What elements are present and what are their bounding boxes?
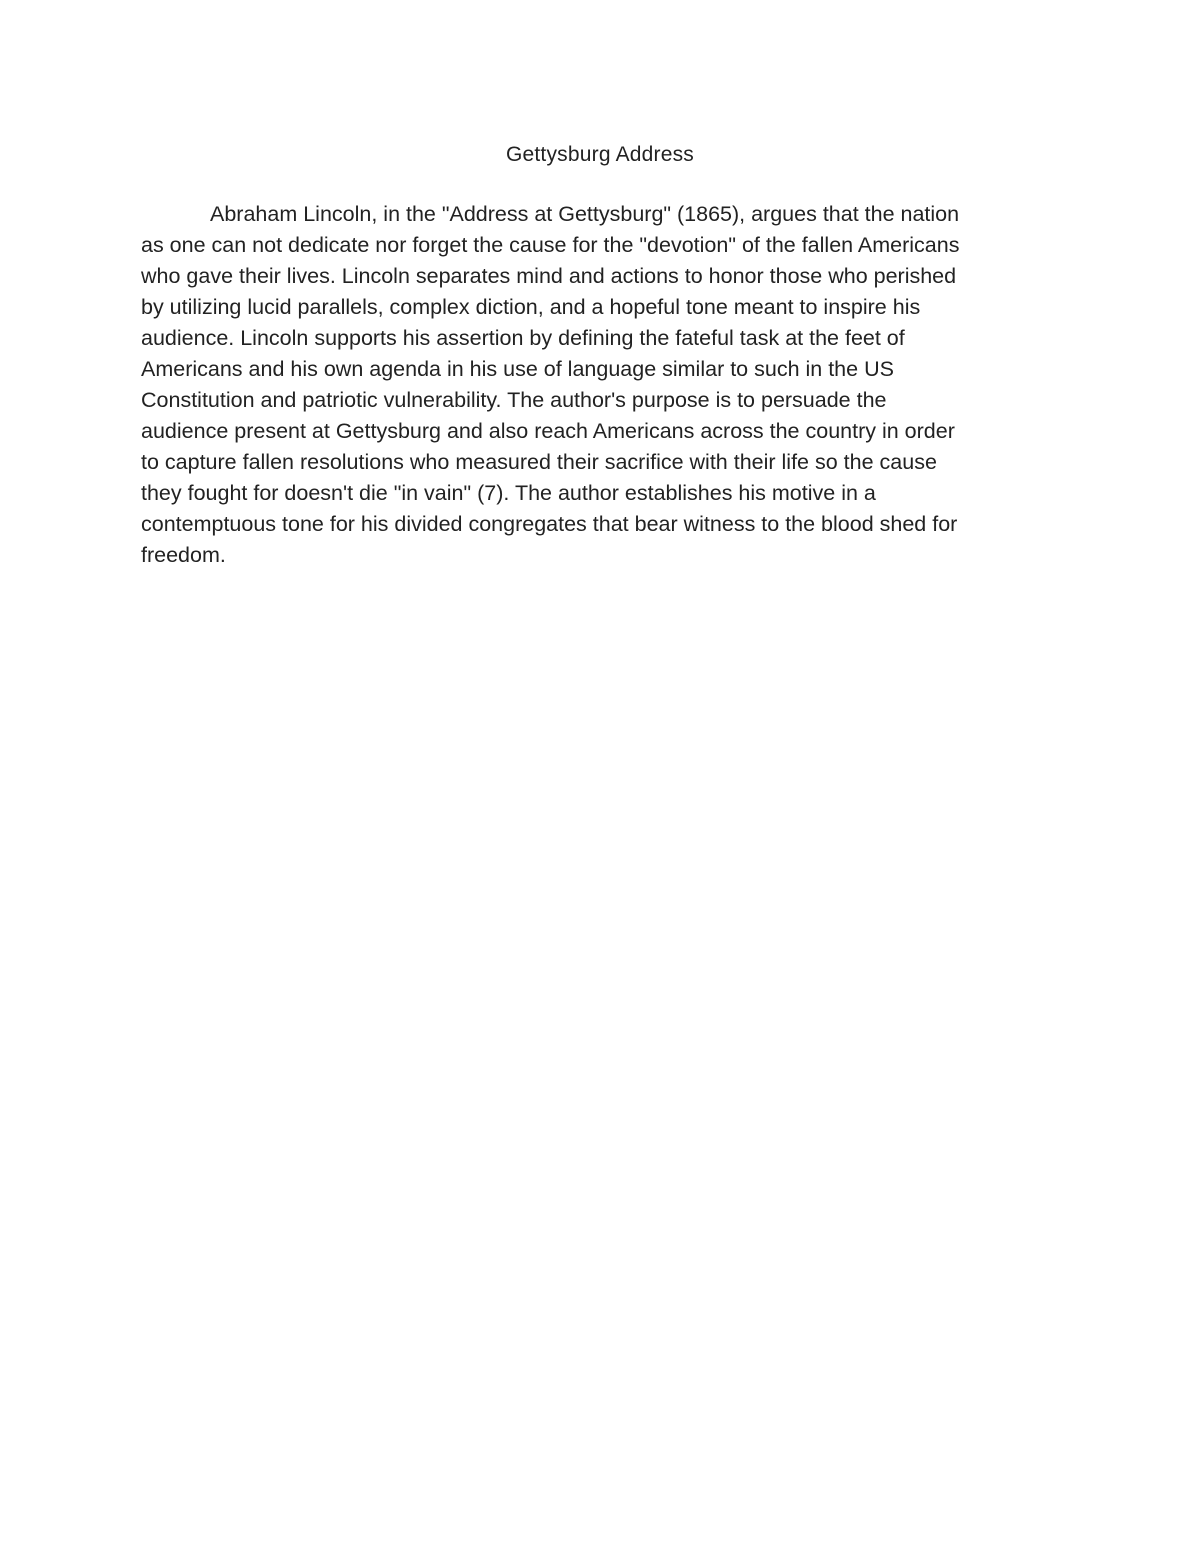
body-line: audience. Lincoln supports his assertion by defining the fateful task at the feet of [141,326,905,350]
body-line: Americans and his own agenda in his use of language similar to such in the US [141,357,894,381]
document-title: Gettysburg Address [505,143,695,166]
body-line: they fought for doesn't die "in vain" (7). The author establishes his motive in a [141,481,876,505]
body-line: audience present at Gettysburg and also reach Americans across the country in order [141,419,955,443]
body-paragraph [141,199,1046,571]
body-line: contemptuous tone for his divided congregates that bear witness to the blood shed for [141,512,958,536]
body-line: as one can not dedicate nor forget the cause for the "devotion" of the fallen Americans [141,233,960,257]
body-line: freedom. [141,543,226,567]
body-line: who gave their lives. Lincoln separates mind and actions to honor those who perished [141,264,957,288]
body-line: to capture fallen resolutions who measured their sacrifice with their life so the cause [141,450,937,474]
body-line: Abraham Lincoln, in the "Address at Gettysburg" (1865), argues that the nation [210,202,960,226]
body-line: by utilizing lucid parallels, complex diction, and a hopeful tone meant to inspire his [141,295,921,319]
body-line: Constitution and patriotic vulnerability. The author's purpose is to persuade the [141,388,887,412]
